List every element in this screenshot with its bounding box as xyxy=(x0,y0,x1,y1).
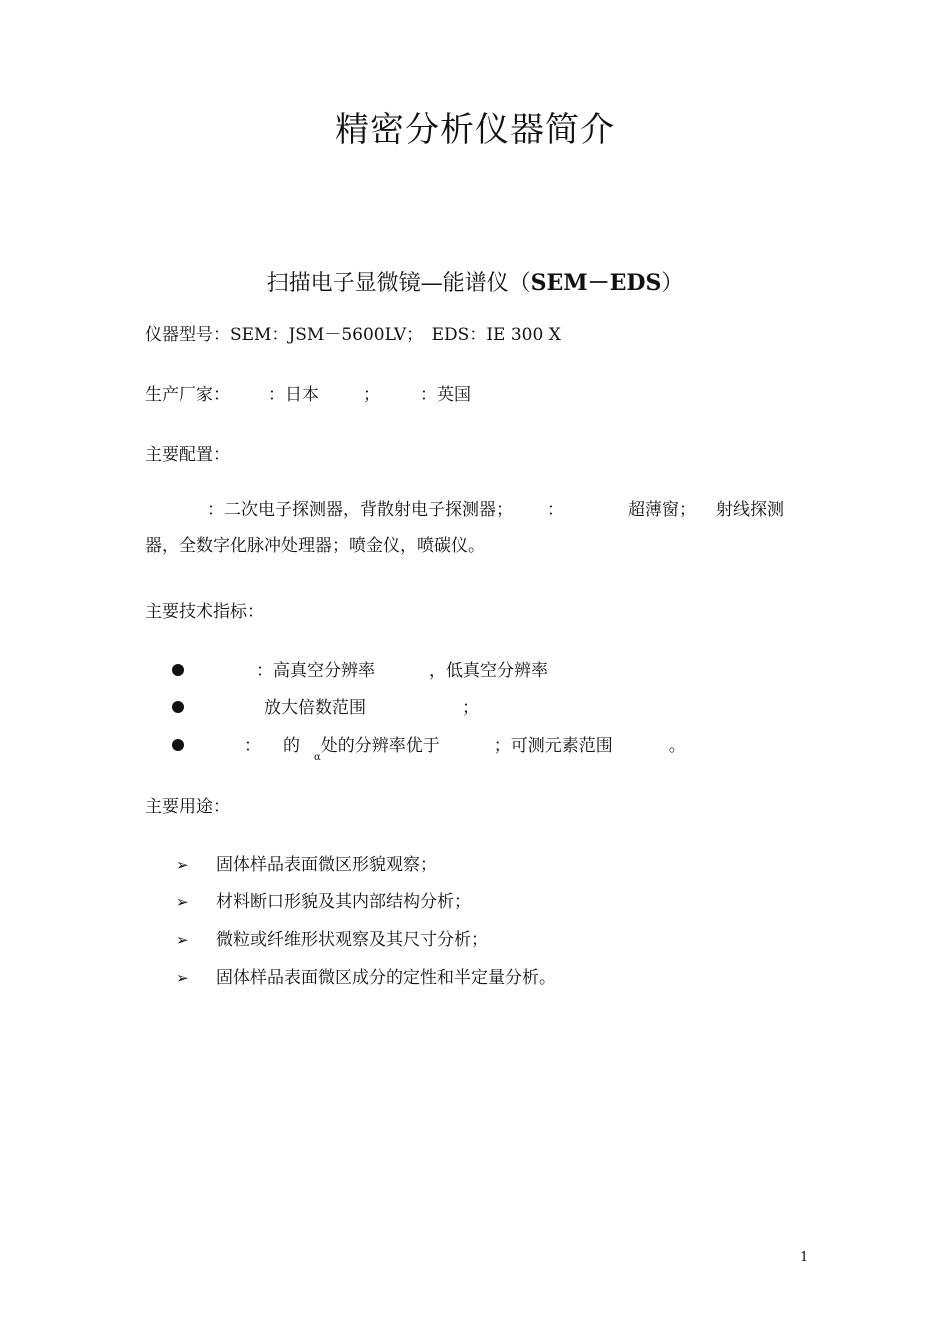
spec3-element-range: ；可测元素范围 xyxy=(493,736,613,756)
config-heading: 主要配置： xyxy=(145,445,230,465)
use-item-text: 固体样品表面微区成分的定性和半定量分析。 xyxy=(216,968,556,988)
config-detectors: ：二次电子探测器，背散射电子探测器； xyxy=(207,500,513,520)
page-title: 精密分析仪器简介 xyxy=(335,110,615,150)
spec3-of: 的 xyxy=(283,736,300,756)
use-item-text: 固体样品表面微区形貌观察； xyxy=(216,855,437,875)
config-window: 超薄窗； xyxy=(628,500,696,520)
section-title xyxy=(0,266,950,297)
model-line: 仪器型号：SEM：JSM－5600LV； EDS：IE 300 X xyxy=(145,325,561,345)
use-item-text: 微粒或纤维形状观察及其尺寸分析； xyxy=(216,930,488,950)
spec-item-1 xyxy=(172,656,548,681)
specs-heading: 主要技术指标： xyxy=(145,602,264,622)
spec3-end: 。 xyxy=(668,736,686,756)
list-item xyxy=(176,963,556,988)
bullet-dot-icon xyxy=(172,739,184,751)
section-title-prefix: 扫描电子显微镜—能谱仪（ xyxy=(266,271,531,296)
spec2-magnification: 放大倍数范围 xyxy=(264,698,366,718)
list-item xyxy=(176,850,437,875)
arrow-bullet-icon: ➢ xyxy=(176,969,189,987)
arrow-bullet-icon: ➢ xyxy=(176,856,189,874)
spec-item-3 xyxy=(172,731,686,763)
list-item xyxy=(176,887,471,912)
use-item-text: 材料断口形貌及其内部结构分析； xyxy=(216,892,471,912)
list-item xyxy=(176,925,488,950)
maker-label: 生产厂家： xyxy=(145,385,230,405)
spec3-label: ： xyxy=(244,736,261,756)
arrow-bullet-icon: ➢ xyxy=(176,931,189,949)
config-paragraph xyxy=(145,492,810,564)
spec1-high-vacuum: ：高真空分辨率 xyxy=(256,661,375,681)
spec3-resolution: 处的分辨率优于 xyxy=(320,736,440,756)
maker-japan: ：日本 xyxy=(268,385,319,405)
bullet-dot-icon xyxy=(172,701,184,713)
section-title-code: SEM－EDS xyxy=(530,270,662,296)
config-processor: 射线探测器，全数字化脉冲处理器；喷金仪，喷碳仪。 xyxy=(145,500,784,556)
uses-heading: 主要用途： xyxy=(145,797,230,817)
maker-uk: ：英国 xyxy=(420,385,471,405)
spec-item-2 xyxy=(172,693,479,718)
arrow-bullet-icon: ➢ xyxy=(176,893,189,911)
spec2-separator: ； xyxy=(462,698,479,718)
config-eds-label: ： xyxy=(547,500,564,520)
maker-line xyxy=(145,380,471,405)
section-title-suffix: ） xyxy=(661,271,684,296)
spec3-alpha: α xyxy=(314,752,321,763)
page-number: 1 xyxy=(800,1250,809,1265)
spec1-low-vacuum: ，低真空分辨率 xyxy=(429,661,548,681)
bullet-dot-icon xyxy=(172,664,184,676)
maker-separator: ； xyxy=(363,385,380,405)
